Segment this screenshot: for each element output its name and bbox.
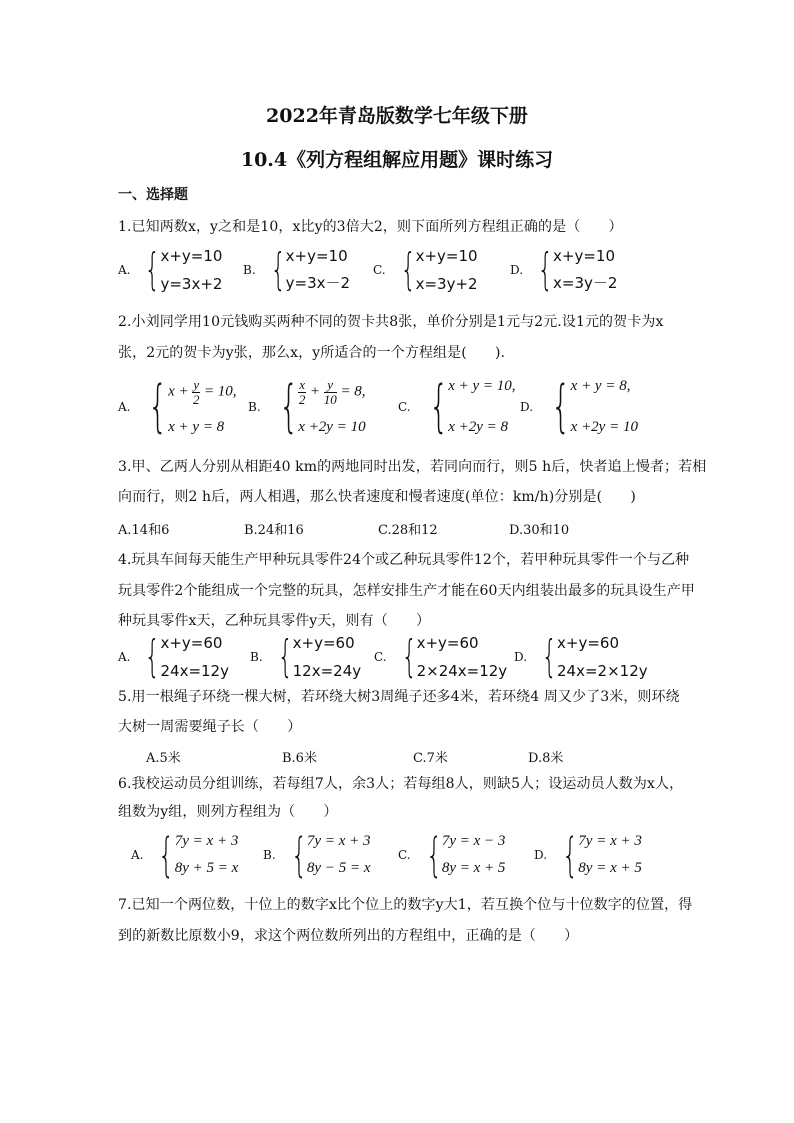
brace-icon: { [145,244,161,295]
q1-option-c[interactable] [373,244,478,295]
page-title: 2022年青岛版数学七年级下册 [266,105,528,127]
brace-icon: { [428,374,449,439]
option-label: C. [398,848,411,862]
equation: x=3y+2 [415,275,478,293]
brace-icon: { [562,828,579,882]
q2-option-c[interactable] [398,374,516,439]
option-label: C. [398,400,411,414]
equation: x+y=10 [285,247,348,265]
brace-icon: { [158,828,175,882]
option-label: C. [374,650,387,664]
q7-stem-line1: 7.已知一个两位数，十位上的数字x比个位上的数字y大1，若互换个位与十位数字的位置，得 [118,897,693,913]
brace-icon: { [401,631,417,682]
section-heading: 一、选择题 [118,187,188,203]
option-label: D. [510,263,524,277]
option-label: B. [243,263,256,277]
brace-icon: { [277,631,293,682]
q4-option-a[interactable] [118,631,229,682]
brace-icon: { [290,828,307,882]
brace-icon: { [537,244,554,295]
q4-option-c[interactable] [374,631,508,682]
option-label: A. [118,650,131,664]
equation: 8y + 5 = x [174,860,239,876]
equation: x+y=10 [160,247,223,265]
equation: x+y=10 [553,247,615,265]
equation: 24x=2×12y [557,662,648,680]
equation: x +2y = 10 [570,419,638,435]
equation: x=3y－2 [553,274,618,292]
q1-option-a[interactable] [118,244,223,295]
equation: x+y=60 [557,634,619,652]
option-label: D. [520,400,534,414]
q5-option-a[interactable]: A.5米 [146,751,181,766]
equation: x+y=10 [415,247,478,265]
brace-icon: { [148,374,169,439]
q3-option-a[interactable]: A.14和6 [118,523,170,538]
equation: 7y = x + 3 [306,833,371,849]
q3-option-d[interactable]: D.30和10 [509,523,570,538]
equation: 7y = x + 3 [174,833,239,849]
q2-option-a[interactable] [118,374,237,439]
q6-option-b[interactable] [263,828,371,882]
brace-icon: { [541,631,558,682]
equation: x + y = 10, [448,378,516,394]
brace-icon: { [270,244,286,295]
q3-stem-line1: 3.甲、乙两人分别从相距40 km的两地同时出发，若同向而行，则5 h后，快者追上慢者；若相 [118,459,707,475]
q2-stem-line1: 2.小刘同学用10元钱购买两种不同的贺卡共8张，单价分别是1元与2元.设1元的贺卡为x [118,314,664,330]
equation: 8y = x + 5 [578,860,642,876]
option-label: A. [118,400,131,414]
equation: 7y = x − 3 [441,833,506,849]
q6-stem-line2: 组数为y组，则列方程组为（ ） [118,804,338,820]
equation: x+y=60 [160,634,223,652]
option-label: B. [250,650,263,664]
q5-option-b[interactable]: B.6米 [282,751,317,766]
q3-option-c[interactable]: C.28和12 [378,523,438,538]
q6-stem-line1: 6.我校运动员分组训练，若每组7人，余3人；若每组8人，则缺5人；设运动员人数为x人， [118,776,684,792]
equation: x + $\frac{y}{2}$ = 10, [168,377,237,407]
equation: x+y=60 [416,634,479,652]
q3-option-b[interactable]: B.24和16 [244,523,304,538]
q2-option-d[interactable] [520,374,638,439]
brace-icon: { [278,374,299,439]
option-label: D. [514,650,528,664]
equation: 12x=24y [292,662,362,680]
q1-option-b[interactable] [243,244,351,295]
equation: $\frac{x}{2}$ + $\frac{y}{10}$ = 8, [298,377,366,407]
q6-option-a[interactable] [131,828,239,882]
equation: 7y = x + 3 [578,833,642,849]
equation: 2×24x=12y [416,662,508,680]
q4-option-b[interactable] [250,631,362,682]
option-label: A. [118,263,131,277]
q5-option-c[interactable]: C.7米 [413,751,448,766]
q5-stem-line2: 大树一周需要绳子长（ ） [118,719,302,735]
q5-stem-line1: 5.用一根绳子环绕一棵大树，若环绕大树3周绳子还多4米，若环绕4 周又少了3米，则环绕 [118,689,680,705]
equation: 24x=12y [160,662,229,680]
q7-stem-line2: 到的新数比原数小9，求这个两位数所列出的方程组中，正确的是（ ） [118,928,579,944]
option-label: D. [534,848,548,862]
page-subtitle: 10.4《列方程组解应用题》课时练习 [240,149,554,171]
q6-option-c[interactable] [398,828,506,882]
brace-icon: { [400,244,416,295]
brace-icon: { [425,828,442,882]
q4-stem-line2: 玩具零件2个能组成一个完整的玩具，怎样安排生产才能在60天内组装出最多的玩具设生产甲 [118,583,695,599]
option-label: B. [263,848,276,862]
q6-option-d[interactable] [534,828,642,882]
brace-icon: { [551,374,571,439]
q4-stem-line3: 种玩具零件x天，乙种玩具零件y天，则有（ ） [118,613,431,629]
q5-option-d[interactable]: D.8米 [528,751,564,766]
equation: x + y = 8 [168,419,225,435]
q1-option-d[interactable] [510,244,618,295]
equation: x + y = 8, [570,378,631,394]
equation: 8y = x + 5 [441,860,506,876]
equation: x +2y = 8 [448,419,509,435]
equation: x+y=60 [292,634,355,652]
equation: y=3x－2 [285,274,351,292]
q3-stem-line2: 向而行，则2 h后，两人相遇，那么快者速度和慢者速度(单位：km/h)分别是( ) [118,489,636,505]
q1-stem: 1.已知两数x，y之和是10，x比y的3倍大2，则下面所列方程组正确的是（ ） [118,219,623,235]
option-label: B. [248,400,261,414]
q4-option-d[interactable] [514,631,648,682]
equation: x +2y = 10 [298,419,366,435]
brace-icon: { [145,631,161,682]
q2-option-b[interactable] [248,374,366,439]
option-label: A. [131,848,144,862]
q4-stem-line1: 4.玩具车间每天能生产甲种玩具零件24个或乙种玩具零件12个，若甲种玩具零件一个与乙种 [118,552,690,568]
q2-stem-line2: 张，2元的贺卡为y张，那么x，y所适合的一个方程组是( ). [118,345,506,361]
option-label: C. [373,263,386,277]
equation: y=3x+2 [160,275,223,293]
equation: 8y − 5 = x [306,860,371,876]
